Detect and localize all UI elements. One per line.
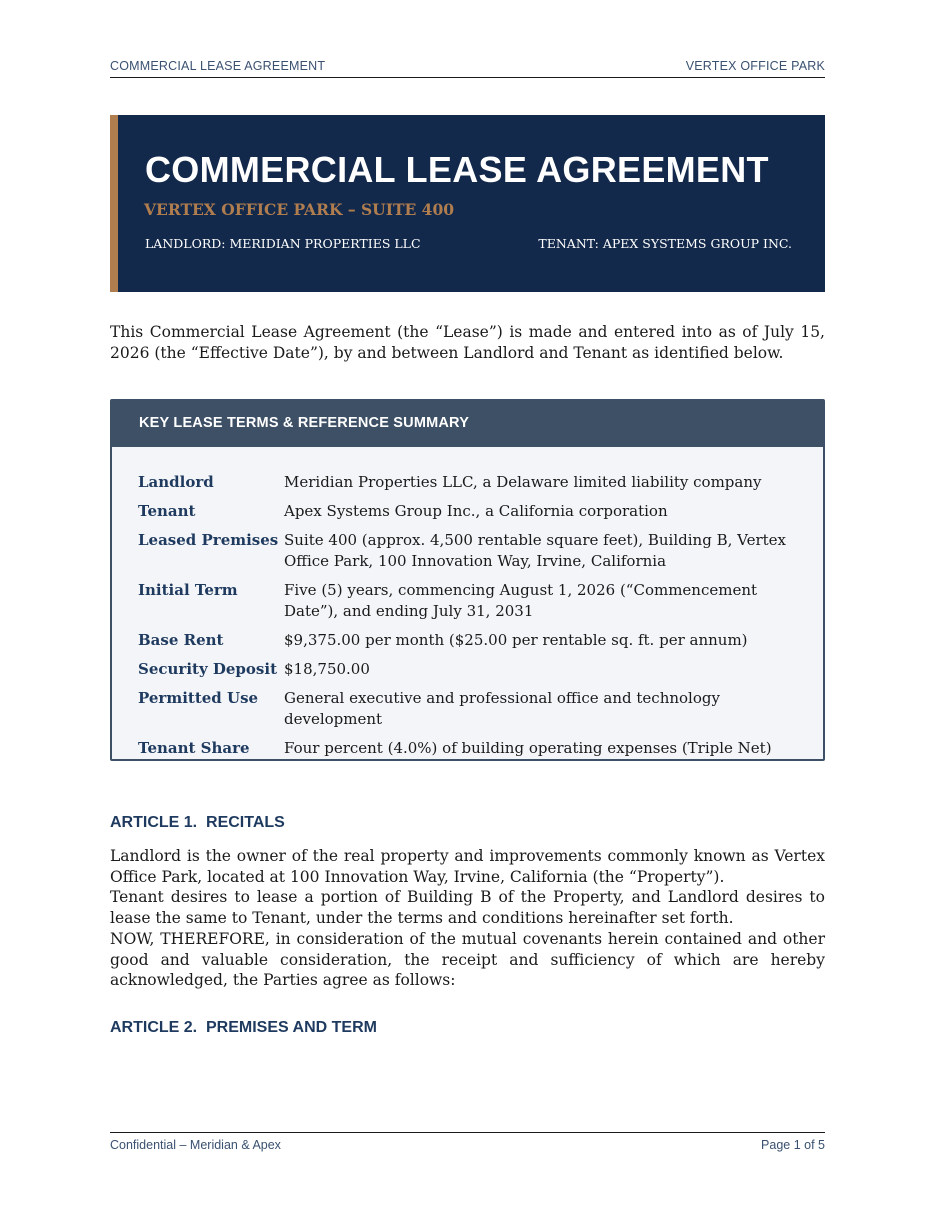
term-row-landlord (138, 472, 808, 493)
term-row-initial-term (138, 580, 808, 622)
term-value: General executive and professional office and technology development (284, 689, 720, 728)
recital-paragraph: Tenant desires to lease a portion of Building B of the Property, and Landlord desires to lease the same to Tenant, under the terms and conditions hereinafter set forth. (110, 888, 825, 928)
header-property-name: VERTEX OFFICE PARK (685, 59, 825, 73)
footer-divider (110, 1132, 825, 1133)
summary-header (112, 401, 823, 447)
recital-paragraph: NOW, THEREFORE, in consideration of the mutual covenants herein contained and other good and valuable consideration, the receipt and sufficiency of which are hereby acknowledged, the Parties agree as follows: (110, 929, 825, 990)
banner-accent-bar (110, 115, 118, 292)
term-label: Tenant (138, 502, 196, 520)
article-1-heading: ARTICLE 1. RECITALS (110, 814, 285, 831)
term-label: Tenant Share (138, 739, 250, 757)
term-row-permitted-use (138, 688, 808, 730)
term-row-leased-premises (138, 530, 808, 572)
term-row-base-rent (138, 630, 808, 651)
term-label: Landlord (138, 473, 214, 491)
term-row-tenant (138, 501, 808, 522)
term-value: Five (5) years, commencing August 1, 2026 (“Commencement Date”), and ending July 31, 2031 (284, 581, 758, 620)
key-terms-summary-box (110, 399, 825, 761)
title-banner (110, 115, 825, 292)
term-value: Four percent (4.0%) of building operating expenses (Triple Net) (284, 739, 772, 757)
key-terms-list (138, 472, 808, 767)
term-value: $9,375.00 per month ($25.00 per rentable sq. ft. per annum) (284, 631, 748, 649)
term-row-security-deposit (138, 659, 808, 680)
term-value: Apex Systems Group Inc., a California corporation (284, 502, 668, 520)
page-number: Page 1 of 5 (761, 1138, 825, 1152)
recital-paragraph: Landlord is the owner of the real property and improvements commonly known as Vertex Office Park, located at 100 Innovation Way, Irvine, California (the “Property”). (110, 847, 825, 886)
term-label: Base Rent (138, 631, 224, 649)
term-row-tenant-share (138, 738, 808, 759)
running-header (110, 59, 825, 73)
term-label: Initial Term (138, 581, 238, 599)
header-document-title: COMMERCIAL LEASE AGREEMENT (110, 59, 326, 73)
term-value: $18,750.00 (284, 660, 370, 678)
document-title: COMMERCIAL LEASE AGREEMENT (145, 149, 769, 190)
banner-tenant: TENANT: APEX SYSTEMS GROUP INC. (538, 236, 792, 251)
article-2-heading: ARTICLE 2. PREMISES AND TERM (110, 1019, 377, 1036)
term-value: Meridian Properties LLC, a Delaware limited liability company (284, 473, 762, 491)
intro-paragraph: This Commercial Lease Agreement (the “Lease”) is made and entered into as of July 15, 2026 (the “Effective Date”), by and between Landlord and Tenant as identified below. (110, 323, 825, 362)
recitals-section (110, 846, 825, 991)
summary-heading: KEY LEASE TERMS & REFERENCE SUMMARY (139, 415, 470, 431)
term-label: Security Deposit (138, 660, 277, 678)
term-label: Permitted Use (138, 689, 259, 707)
document-subtitle: VERTEX OFFICE PARK – SUITE 400 (144, 200, 455, 219)
header-divider (110, 77, 825, 78)
running-footer (110, 1138, 825, 1152)
term-value: Suite 400 (approx. 4,500 rentable square feet), Building B, Vertex Office Park, 100 Innovation Way, Irvine, California (284, 531, 787, 570)
footer-confidential: Confidential – Meridian & Apex (110, 1138, 281, 1152)
term-label: Leased Premises (138, 531, 279, 549)
banner-landlord: LANDLORD: MERIDIAN PROPERTIES LLC (145, 236, 421, 251)
